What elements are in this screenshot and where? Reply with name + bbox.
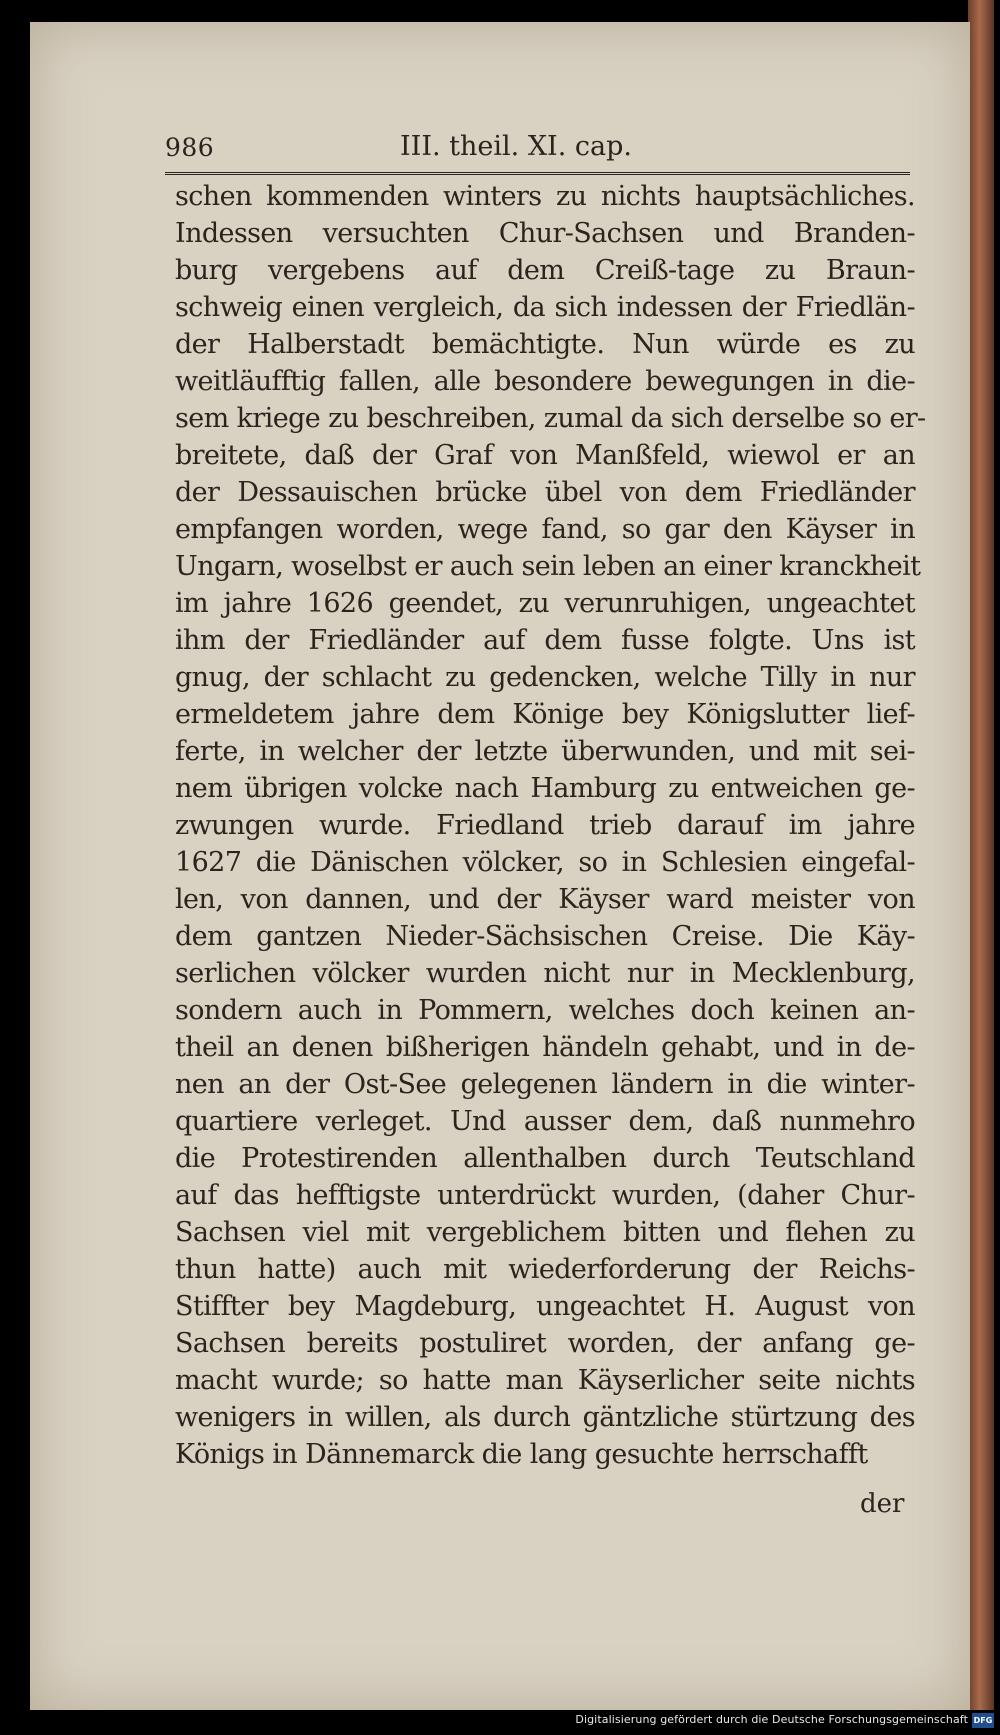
text-line: auf das hefftigste unterdrückt wurden, (daher Chur-	[175, 1180, 915, 1211]
running-head	[165, 125, 910, 167]
text-line: Stiffter bey Magdeburg, ungeachtet H. August von	[175, 1291, 915, 1322]
text-line: burg vergebens auf dem Creiß-tage zu Braun-	[175, 255, 915, 286]
text-line: der Halberstadt bemächtigte. Nun würde es zu	[175, 329, 915, 360]
dfg-logo: DFG	[972, 1713, 994, 1728]
text-line: thun hatte) auch mit wiederforderung der Reichs-	[175, 1254, 915, 1285]
text-line: schen kommenden winters zu nichts hauptsächliches.	[175, 181, 915, 212]
text-line: 1627 die Dänischen völcker, so in Schlesien eingefal-	[175, 847, 915, 878]
footer-credit: Digitalisierung gefördert durch die Deutsche Forschungsgemeinschaft	[575, 1713, 968, 1726]
text-line: nen an der Ost-See gelegenen ländern in die winter-	[175, 1069, 915, 1100]
text-line: quartiere verleget. Und ausser dem, daß nunmehro	[175, 1106, 915, 1137]
text-line: theil an denen bißherigen händeln gehabt, und in de-	[175, 1032, 915, 1063]
body-text	[175, 178, 926, 1473]
text-line: Indessen versuchten Chur-Sachsen und Branden-	[175, 218, 915, 249]
text-line: Sachsen viel mit vergeblichem bitten und flehen zu	[175, 1217, 915, 1248]
text-line: Sachsen bereits postuliret worden, der anfang ge-	[175, 1328, 915, 1359]
text-line: wenigers in willen, als durch gäntzliche stürtzung des	[175, 1402, 915, 1433]
text-line: sem kriege zu beschreiben, zumal da sich derselbe so er-	[175, 403, 926, 434]
text-line: der Dessauischen brücke übel von dem Friedländer	[175, 477, 915, 508]
text-line: serlichen völcker wurden nicht nur in Mecklenburg,	[175, 958, 915, 989]
text-line: breitete, daß der Graf von Manßfeld, wiewol er an	[175, 440, 915, 471]
text-line: gnug, der schlacht zu gedencken, welche Tilly in nur	[175, 662, 915, 693]
catchword: der	[860, 1489, 905, 1519]
running-title: III. theil. XI. cap.	[400, 131, 632, 162]
text-line: Königs in Dännemarck die lang gesuchte herrschafft	[175, 1439, 868, 1470]
text-line: macht wurde; so hatte man Käyserlicher seite nichts	[175, 1365, 915, 1396]
text-line: dem gantzen Nieder-Sächsischen Creise. Die Käy-	[175, 921, 915, 952]
text-line: ihm der Friedländer auf dem fusse folgte. Uns ist	[175, 625, 915, 656]
text-line: sondern auch in Pommern, welches doch keinen an-	[175, 995, 915, 1026]
header-rule	[165, 172, 910, 175]
text-line: ferte, in welcher der letzte überwunden, und mit sei-	[175, 736, 915, 767]
text-line: zwungen wurde. Friedland trieb darauf im jahre	[175, 810, 915, 841]
book-edge	[968, 0, 994, 1710]
text-line: empfangen worden, wege fand, so gar den Käyser in	[175, 514, 915, 545]
text-line: Ungarn, woselbst er auch sein leben an einer kranckheit	[175, 551, 921, 582]
page-number: 986	[165, 133, 215, 162]
text-line: len, von dannen, und der Käyser ward meister von	[175, 884, 915, 915]
text-line: die Protestirenden allenthalben durch Teutschland	[175, 1143, 915, 1174]
text-line: weitläufftig fallen, alle besondere bewegungen in die-	[175, 366, 915, 397]
text-line: im jahre 1626 geendet, zu verunruhigen, ungeachtet	[175, 588, 915, 619]
text-line: ermeldetem jahre dem Könige bey Königslutter lief-	[175, 699, 915, 730]
text-line: nem übrigen volcke nach Hamburg zu entweichen ge-	[175, 773, 915, 804]
text-line: schweig einen vergleich, da sich indessen der Friedlän-	[175, 292, 915, 323]
